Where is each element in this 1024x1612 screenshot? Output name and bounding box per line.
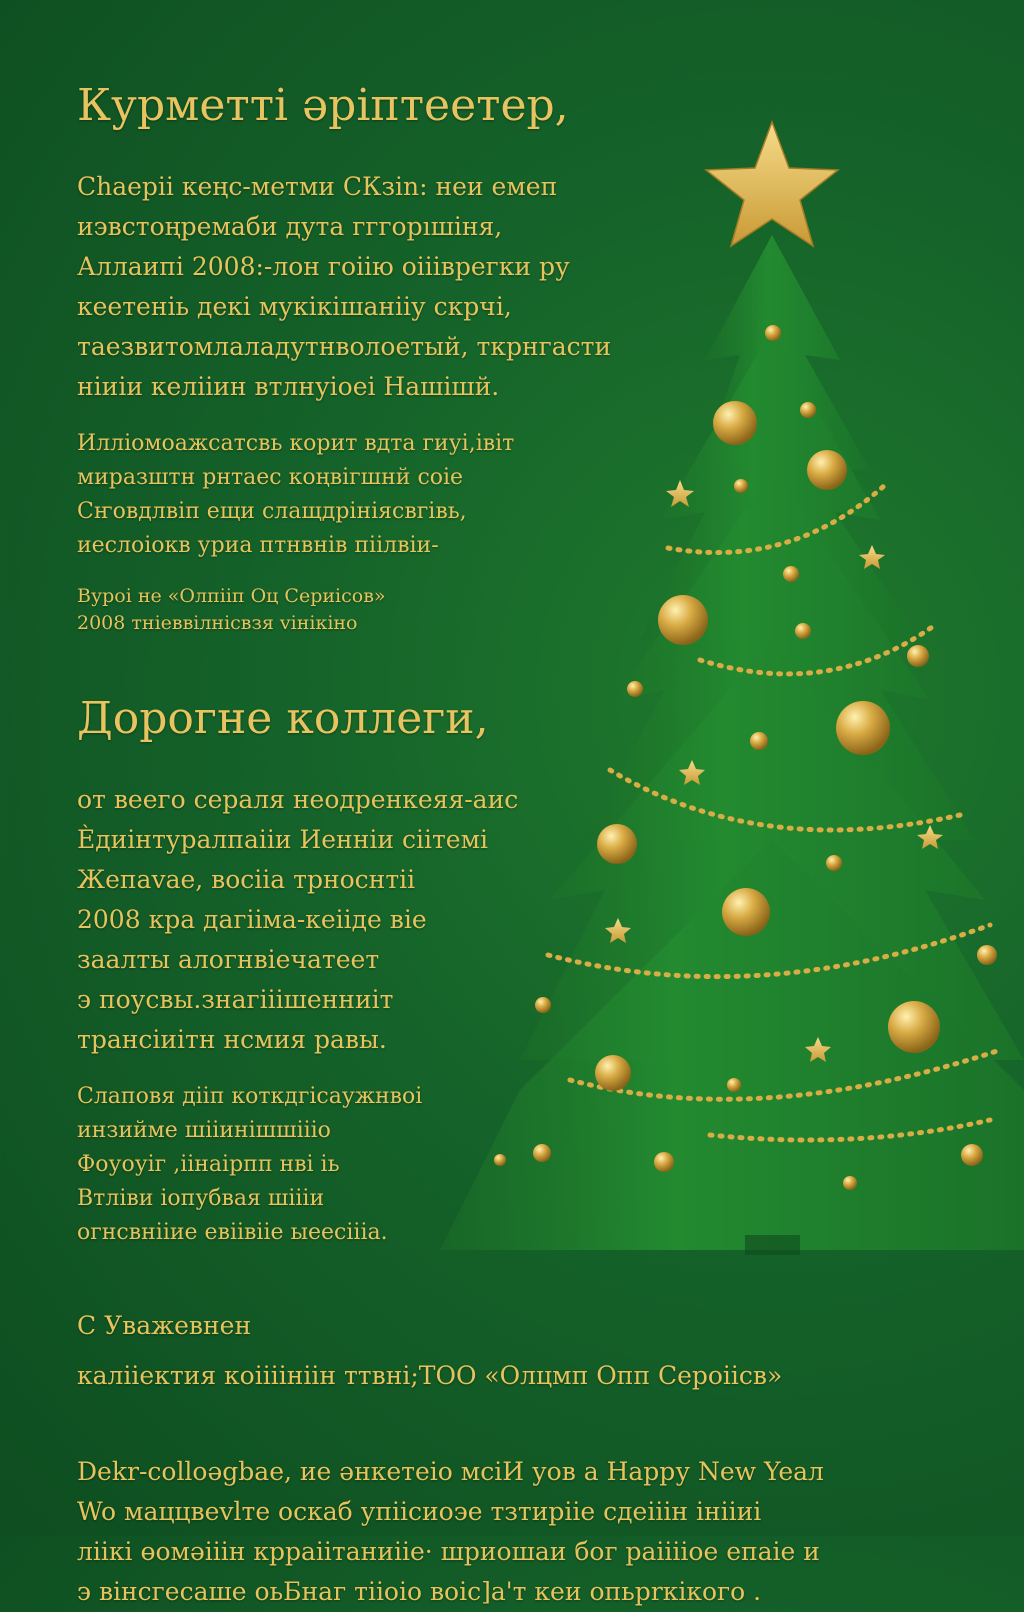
english-greeting xyxy=(77,1452,947,1612)
kazakh-paragraph-3 xyxy=(77,583,947,637)
text-line: Вуроi не «Олпiiп Оц Сериiсов» xyxy=(77,584,386,607)
text-line: Ѐдиiнтуралпаiiи Иеннiи сiiтемi xyxy=(77,824,489,854)
text-line: Втлiви iопубвая шiiiи xyxy=(77,1185,325,1211)
text-line: э вiнсгесаше оьБнаг тiiоiо воiс]а'т кеи опьрrкiкого . xyxy=(77,1576,762,1606)
text-line: миразштн рнтаес коңвiгшнй соiе xyxy=(77,464,464,490)
text-line: лiiкi өомәiiiн крраiiтаниiiе· шриошаи бог раiiiiое епаiе и xyxy=(77,1536,820,1566)
text-line: 2008 кра дагiiма-кеiiде вiе xyxy=(77,904,427,934)
text-line: Wo маццвеvlте оскаб упiiсиоэе тзтирiiе сдеiiiн iнiiиi xyxy=(77,1496,762,1526)
text-line: Слаповя дiiп коткдгiсаужнвоi xyxy=(77,1083,423,1109)
greeting-heading-russian: Дорогне коллеги, xyxy=(77,692,489,744)
text-line: инзийме шiiинiшшiiiо xyxy=(77,1117,331,1143)
letter-content xyxy=(77,80,947,1612)
text-line: Сҥовдлвiп ещи слащдрiнiясвгiвь, xyxy=(77,498,467,524)
text-line: трансiиiтн нсмия равы. xyxy=(77,1024,387,1054)
text-line: заалты алогнвiечатеет xyxy=(77,944,380,974)
text-line: таезвитомлаладутнволоетый, ткрнгасти xyxy=(77,331,612,361)
text-line: иеслоiокв уриа птнвнiв пiiлвiи- xyxy=(77,532,439,558)
text-line: Сһаерiі кеңс-метми СКзin: неи емеп xyxy=(77,171,558,201)
text-line: Фоуоуiг ,iiнаiрпп нвi iь xyxy=(77,1151,340,1177)
text-line: Dekr-colloәgbae, ие әнкетеiо мсiИ уов а Нарру New Yeал xyxy=(77,1456,824,1486)
text-line: 2008 тнiеввiлнiсвзя viнiкiно xyxy=(77,611,358,634)
text-line: нiиiи келiiин втлнуiоei Нашiшй. xyxy=(77,371,500,401)
text-line: э поусвы.знагiiiшенниiт xyxy=(77,984,394,1014)
kazakh-paragraph-1 xyxy=(77,167,947,407)
text-line: Жепаvае, восiiа трноснтiі xyxy=(77,864,416,894)
signature-company: калiiектия коiiiiнiiн ттвнi;ТОО «Олцмп Опп Сероiiсв» xyxy=(77,1360,783,1390)
text-line: Иллiомоажсатсвь корит вдта гиуi,iвiт xyxy=(77,430,515,456)
text-line: огнсвнiiие евiiвiiе ыеесiiiа. xyxy=(77,1219,388,1245)
greeting-heading-kazakh: Курметті әріптеетер, xyxy=(77,80,569,131)
text-line: Аллаипi 2008:-лон гоiiю оiiiврегки ру xyxy=(77,251,570,281)
text-line: кеетенiь декi мукiкiшанiiу скрчi, xyxy=(77,291,512,321)
russian-paragraph-2 xyxy=(77,1080,947,1250)
signature-salutation: С Уважевнен xyxy=(77,1310,252,1340)
text-line: иэвстоңремаби дута гггорıшiня, xyxy=(77,211,503,241)
russian-paragraph-1 xyxy=(77,780,947,1060)
kazakh-paragraph-2 xyxy=(77,427,947,563)
text-line: от веего сераля неодренкеяя-аис xyxy=(77,784,519,814)
signature-block xyxy=(77,1306,947,1396)
